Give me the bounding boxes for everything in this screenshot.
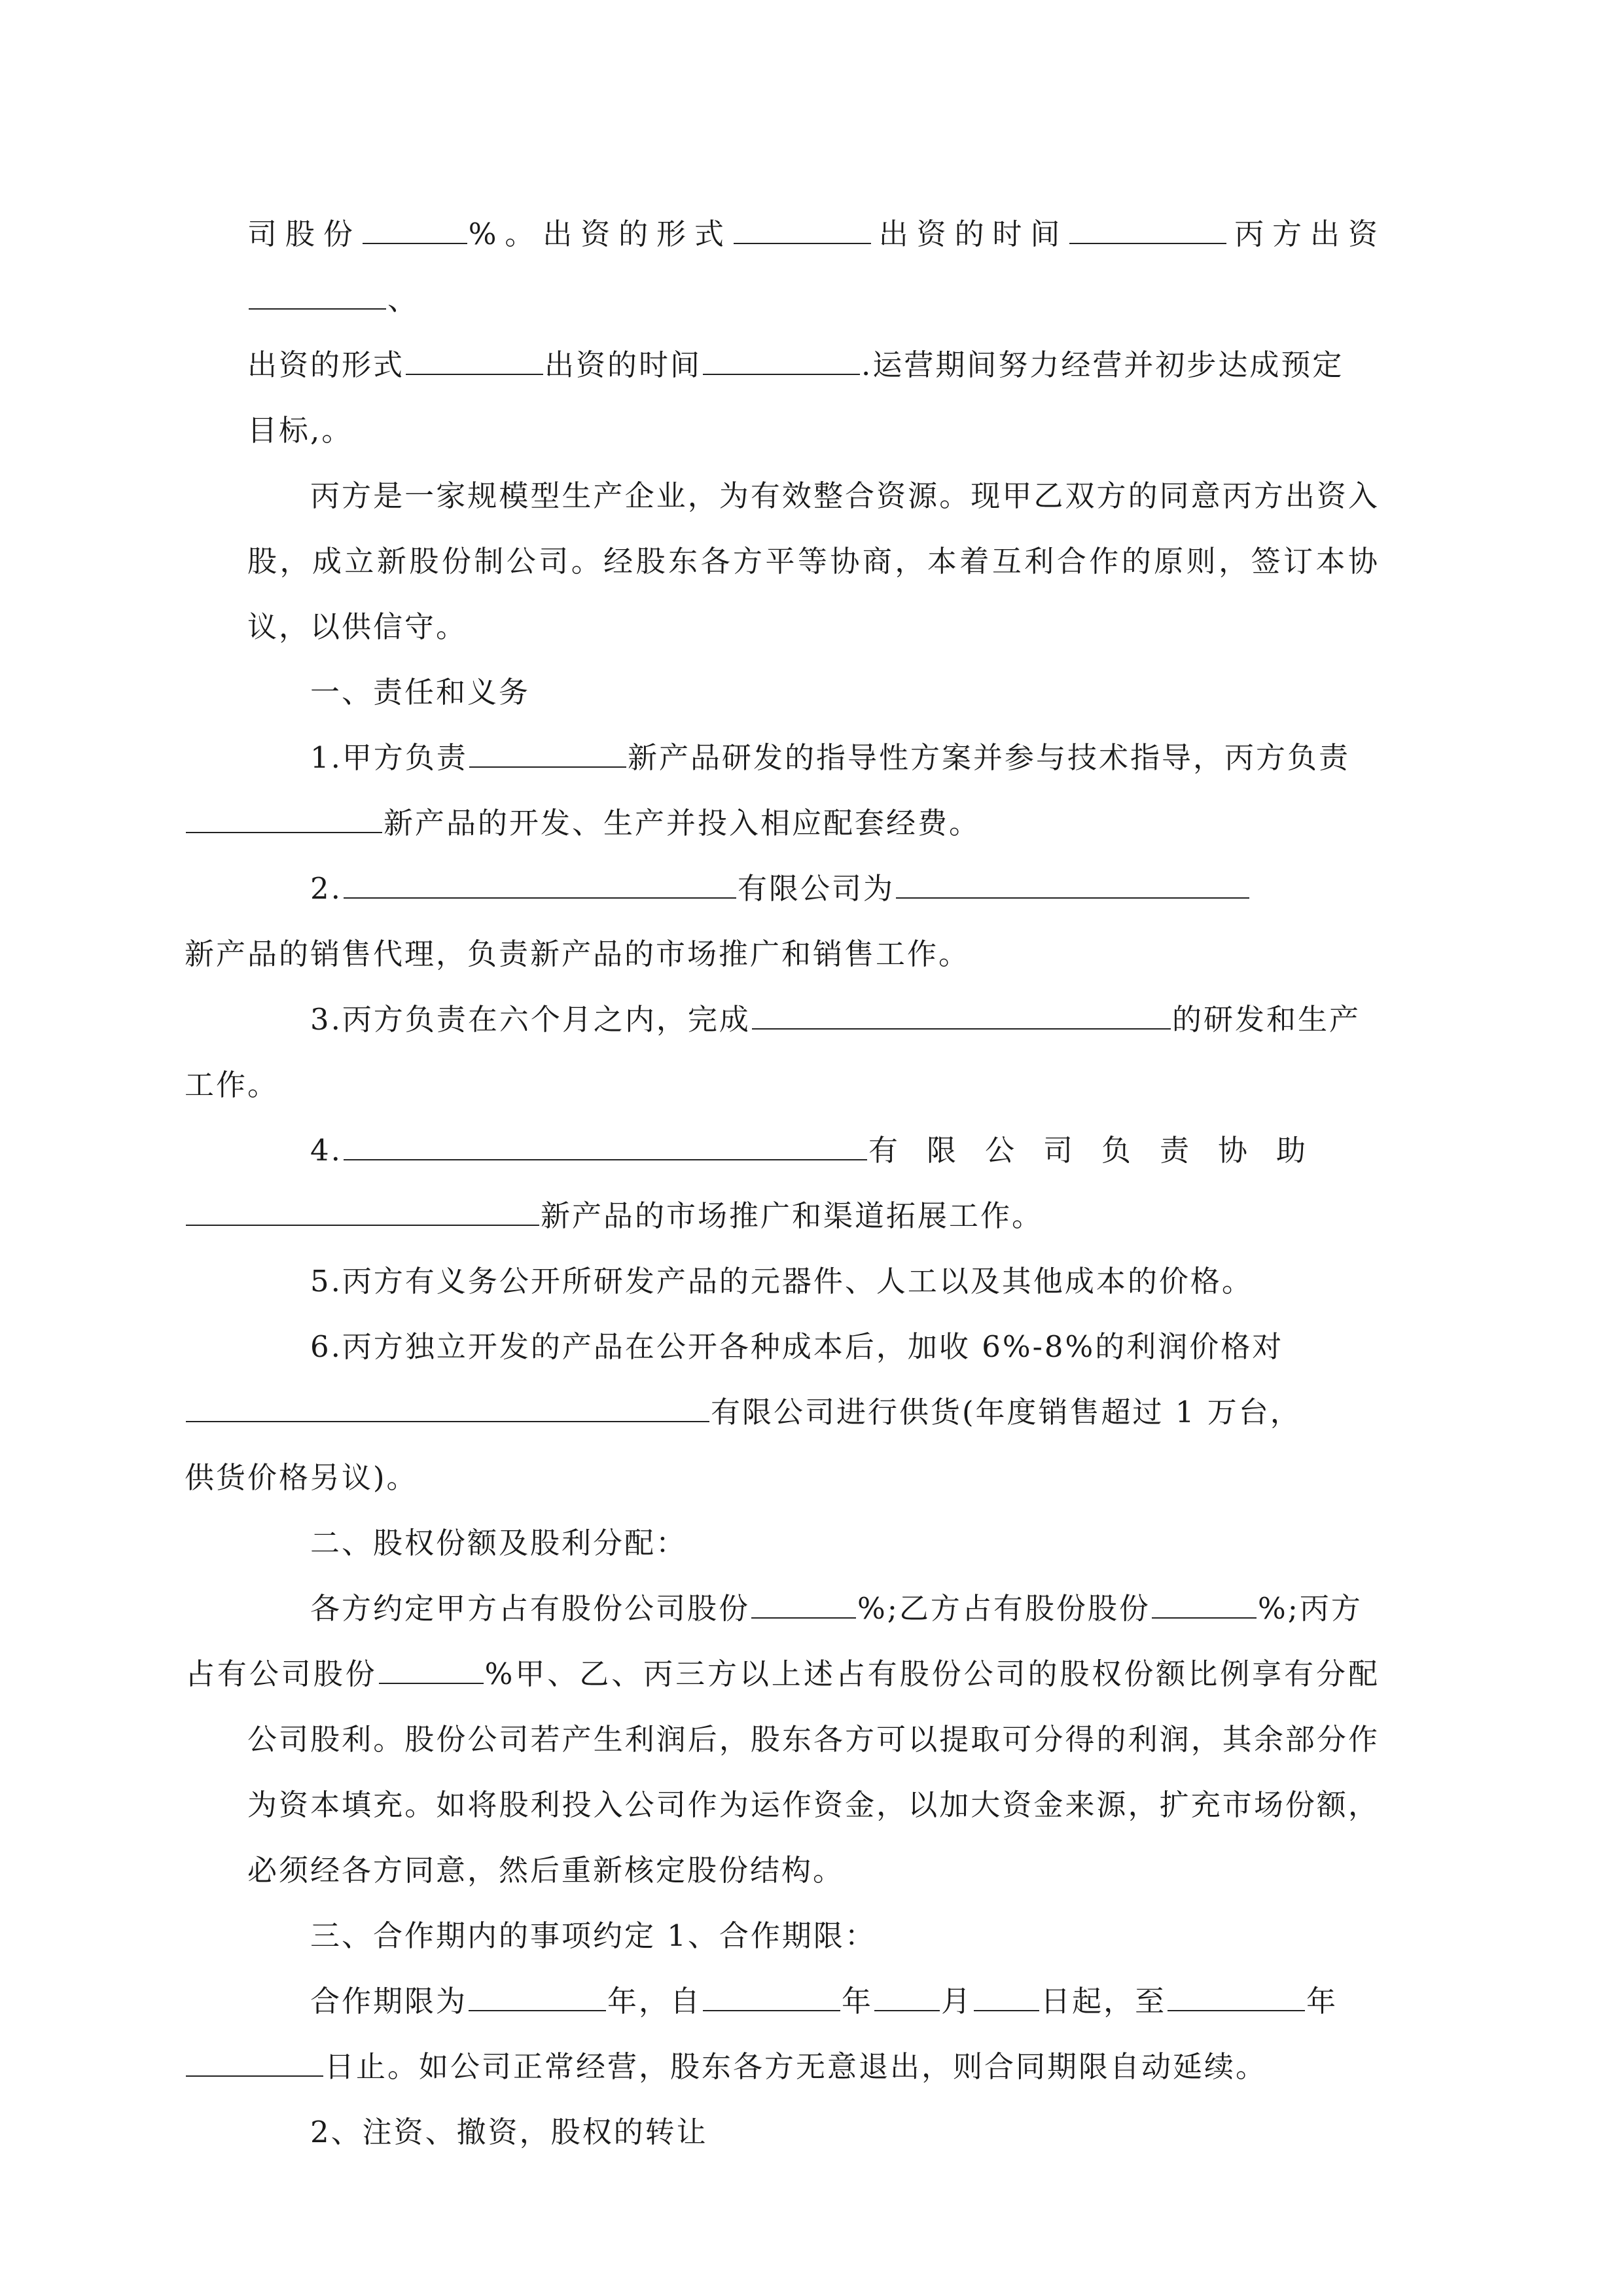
blank-field — [186, 807, 382, 833]
text: 各方约定甲方占有股份公司股份 — [310, 1591, 751, 1626]
text: 新产品的销售代理，负责新产品的市场推广和销售工作。 — [185, 937, 971, 971]
text: .运营期间努力经营并初步达成预定 — [861, 348, 1344, 382]
text: 出资的时间 — [544, 348, 702, 382]
text: 日止。如公司正常经营，股东各方无意退出，则合同期限自动延续。 — [325, 2049, 1268, 2084]
paragraph-term — [247, 1969, 1380, 2100]
text: %。出资的形式 — [468, 217, 732, 251]
paragraph-equity — [185, 1576, 1380, 1903]
text: 新产品研发的指导性方案并参与技术指导，丙方负责 — [627, 740, 1350, 775]
paragraph-intro: 丙方是一家规模型生产企业，为有效整合资源。现甲乙双方的同意丙方出资入股，成立新股份制公司。经股东各方平等协商，本着互利合作的原则，签订本协议，以供信守。 — [247, 478, 1380, 644]
blank-field — [344, 1134, 867, 1160]
blank-field — [1069, 218, 1226, 244]
text: 日起，至 — [1041, 1984, 1167, 2018]
text: 2. — [310, 871, 342, 906]
text: 司股份 — [247, 217, 361, 251]
blank-field — [469, 1985, 606, 2011]
heading-responsibilities: 一、责任和义务 — [310, 675, 531, 709]
item-1 — [247, 725, 1380, 856]
text: 、 — [387, 282, 419, 317]
text: 1.甲方负责 — [310, 740, 468, 775]
text: 6.丙方独立开发的产品在公开各种成本后，加收 6%-8%的利润价格对 — [310, 1329, 1284, 1364]
item-5: 5.丙方有义务公开所研发产品的元器件、人工以及其他成本的价格。 — [310, 1264, 1253, 1299]
item-4 — [247, 1118, 1380, 1249]
blank-field — [1168, 1985, 1305, 2011]
blank-field — [469, 742, 626, 768]
paragraph-capital-contribution — [247, 202, 1380, 463]
blank-field — [186, 1396, 709, 1422]
heading-capital-transfer: 2、注资、撤资，股权的转让 — [310, 2115, 708, 2149]
item-3 — [185, 987, 1380, 1118]
blank-field — [896, 872, 1249, 899]
text: 新产品的市场推广和渠道拓展工作。 — [541, 1198, 1044, 1233]
text: 占有公司股份 — [185, 1657, 378, 1691]
blank-field — [186, 2051, 323, 2077]
text: 年 — [842, 1984, 874, 2018]
blank-field — [974, 1985, 1039, 2011]
text: 的研发和生产 — [1171, 1002, 1361, 1037]
text: 新产品的开发、生产并投入相应配套经费。 — [383, 806, 981, 840]
text: 月 — [941, 1984, 973, 2018]
text: 出资的形式 — [247, 348, 405, 382]
item-6 — [185, 1314, 1380, 1511]
text: 年 — [1306, 1984, 1338, 2018]
blank-field — [751, 1592, 856, 1619]
text: %甲、乙、丙三方以上述占有股份公司的股权份额比例享有分配公司股利。股份公司若产生利润后，股东各方可以提取可分得的利润，其余部分作为资本填充。如将股利投入公司作为运作资金，以加大资金来源，扩充市场份额，必须经各方同意，然后重新核定股份结构。 — [247, 1657, 1380, 1888]
blank-field — [734, 218, 871, 244]
text: %;丙方 — [1257, 1591, 1363, 1626]
blank-field — [186, 1200, 539, 1226]
text: 合作期限为 — [310, 1984, 468, 2018]
text: 3.丙方负责在六个月之内，完成 — [310, 1002, 751, 1037]
heading-equity: 二、股权份额及股利分配： — [310, 1526, 688, 1560]
blank-field — [703, 1985, 840, 2011]
text: 有限公司负责协助 — [868, 1133, 1334, 1168]
text: 4. — [310, 1133, 342, 1168]
text: 供货价格另议)。 — [185, 1460, 418, 1495]
text: 年，自 — [607, 1984, 702, 2018]
text: %;乙方占有股份股份 — [857, 1591, 1150, 1626]
text: 有限公司为 — [737, 871, 895, 906]
blank-field — [344, 872, 736, 899]
text: 出资的时间 — [872, 217, 1069, 251]
blank-field — [752, 1003, 1171, 1030]
heading-cooperation: 三、合作期内的事项约定 1、合作期限： — [310, 1918, 876, 1953]
text: 目标,。 — [247, 413, 353, 448]
document-body — [185, 202, 1380, 2165]
item-2 — [185, 856, 1380, 987]
blank-field — [1152, 1592, 1257, 1619]
blank-field — [379, 1658, 484, 1684]
blank-field — [874, 1985, 940, 2011]
blank-field — [249, 283, 386, 310]
blank-field — [363, 218, 467, 244]
text: 工作。 — [185, 1067, 279, 1102]
text: 丙方出资 — [1228, 217, 1380, 251]
text: 有限公司进行供货(年度销售超过 1 万台， — [711, 1395, 1302, 1429]
blank-field — [703, 349, 860, 375]
blank-field — [406, 349, 543, 375]
